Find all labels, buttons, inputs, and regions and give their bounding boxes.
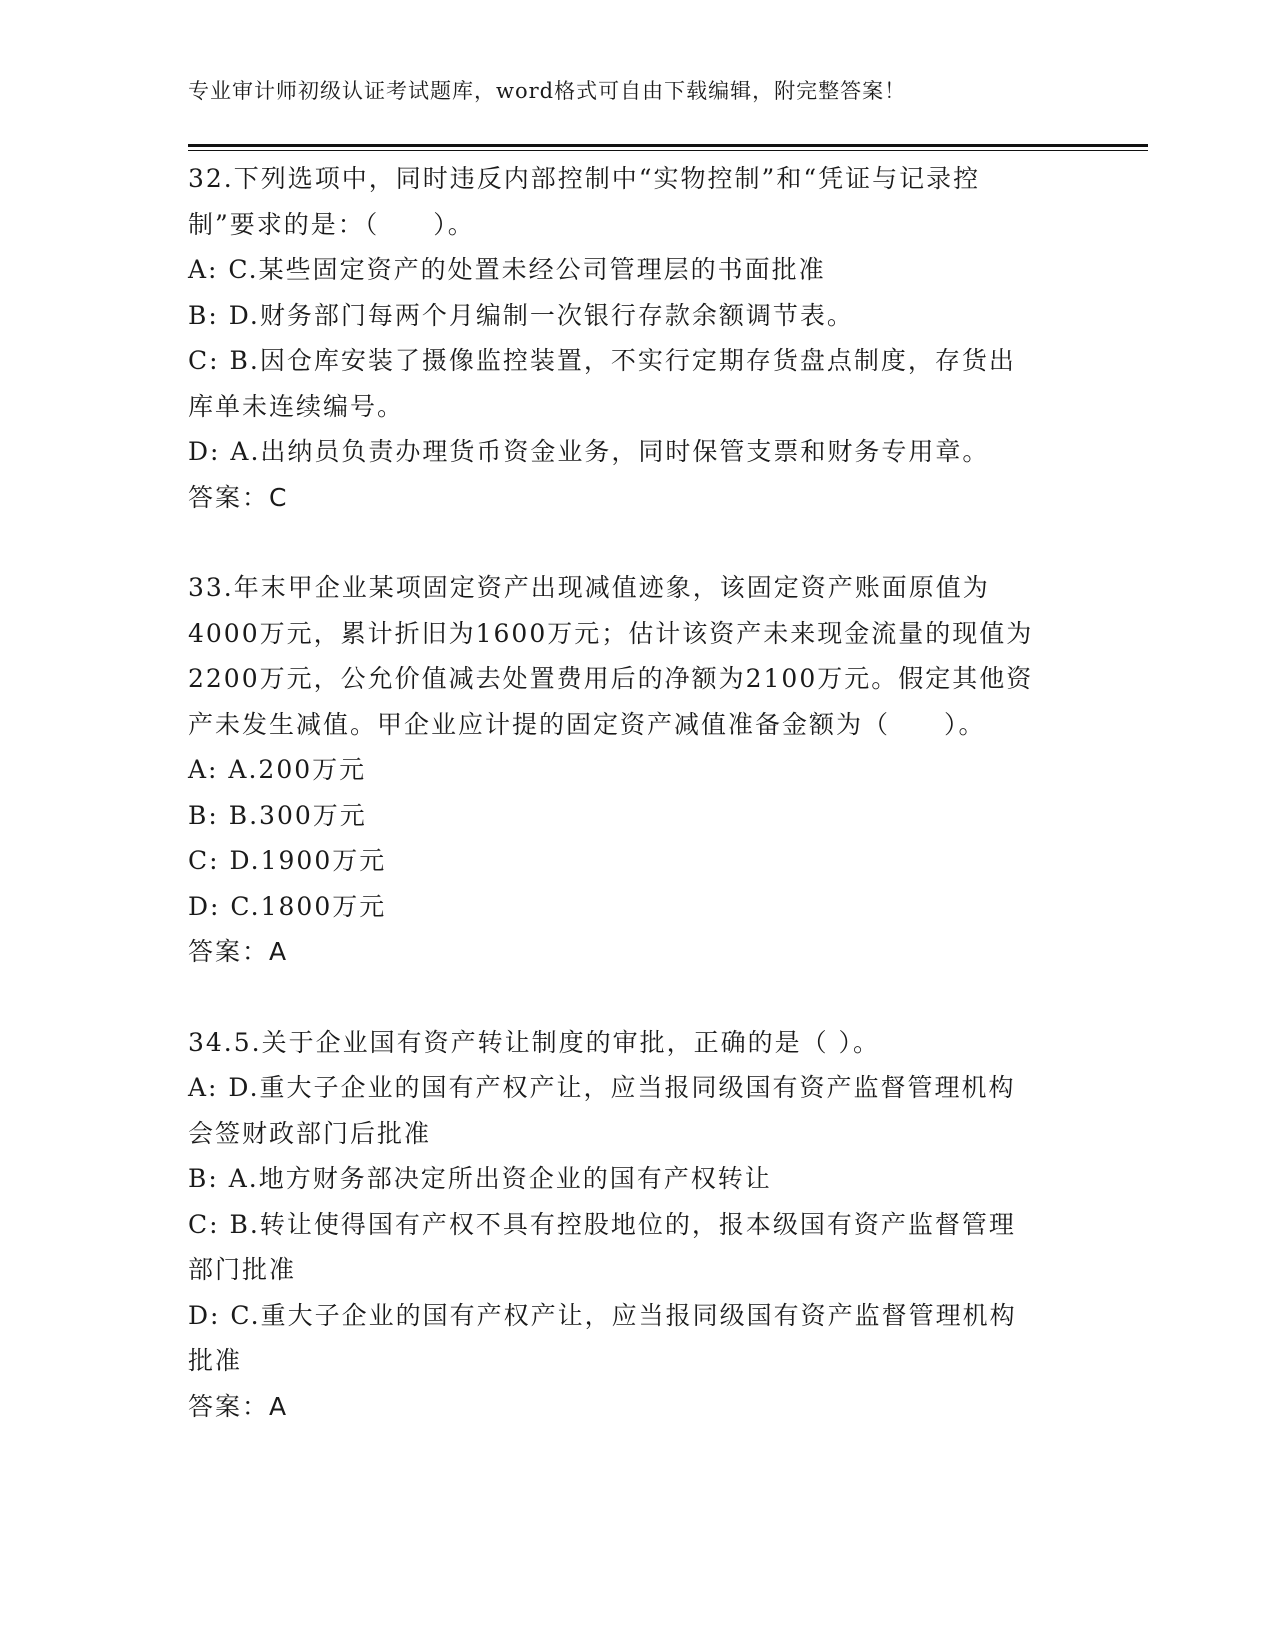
question-stem: 制”要求的是：（ ）。 <box>188 209 475 239</box>
option-line: D: C.重大子企业的国有产权产让，应当报同级国有资产监督管理机构 <box>188 1300 1017 1330</box>
option-line: 库单未连续编号。 <box>188 391 405 421</box>
question-block <box>188 565 1088 975</box>
option-line: C: B.因仓库安装了摄像监控装置，不实行定期存货盘点制度，存货出 <box>188 346 1016 375</box>
option-line: 部门批准 <box>188 1255 297 1284</box>
option-line: D: C.1800万元 <box>188 891 387 921</box>
answer-line: 答案：A <box>188 1391 289 1421</box>
question-block <box>188 156 1088 520</box>
option-line: A: C.某些固定资产的处置未经公司管理层的书面批准 <box>188 255 826 284</box>
question-stem: 产未发生减值。甲企业应计提的固定资产减值准备金额为（ ）。 <box>188 709 986 739</box>
header-rule-thin <box>188 150 1148 151</box>
option-line: D: A.出纳员负责办理货币资金业务，同时保管支票和财务专用章。 <box>188 437 990 466</box>
question-stem: 33.年末甲企业某项固定资产出现减值迹象，该固定资产账面原值为 <box>188 573 990 602</box>
question-block <box>188 1020 1088 1430</box>
question-list <box>188 156 1088 1429</box>
spacer <box>188 975 1088 1020</box>
question-stem: 4000万元，累计折旧为1600万元；估计该资产未来现金流量的现值为 <box>188 618 1034 648</box>
option-line: A: A.200万元 <box>188 755 367 784</box>
option-line: C: B.转让使得国有产权不具有控股地位的，报本级国有资产监督管理 <box>188 1209 1016 1239</box>
option-line: C: D.1900万元 <box>188 846 387 875</box>
option-line: B: B.300万元 <box>188 800 367 830</box>
option-line: B: D.财务部门每两个月编制一次银行存款余额调节表。 <box>188 300 854 330</box>
option-line: 会签财政部门后批准 <box>188 1118 432 1148</box>
option-line: 批准 <box>188 1346 243 1375</box>
spacer <box>188 520 1088 565</box>
header-rule-thick <box>188 144 1148 147</box>
answer-line: 答案：A <box>188 937 289 966</box>
option-line: A: D.重大子企业的国有产权产让，应当报同级国有资产监督管理机构 <box>188 1073 1016 1102</box>
page-header: 专业审计师初级认证考试题库，word格式可自由下载编辑，附完整答案！ <box>188 79 907 103</box>
option-line: B: A.地方财务部决定所出资企业的国有产权转让 <box>188 1164 772 1193</box>
question-stem: 2200万元，公允价值减去处置费用后的净额为2100万元。假定其他资 <box>188 664 1034 693</box>
answer-line: 答案：C <box>188 482 289 512</box>
question-stem: 34.5.关于企业国有资产转让制度的审批，正确的是（ ）。 <box>188 1027 881 1057</box>
question-stem: 32.下列选项中，同时违反内部控制中“实物控制”和“凭证与记录控 <box>188 164 981 193</box>
